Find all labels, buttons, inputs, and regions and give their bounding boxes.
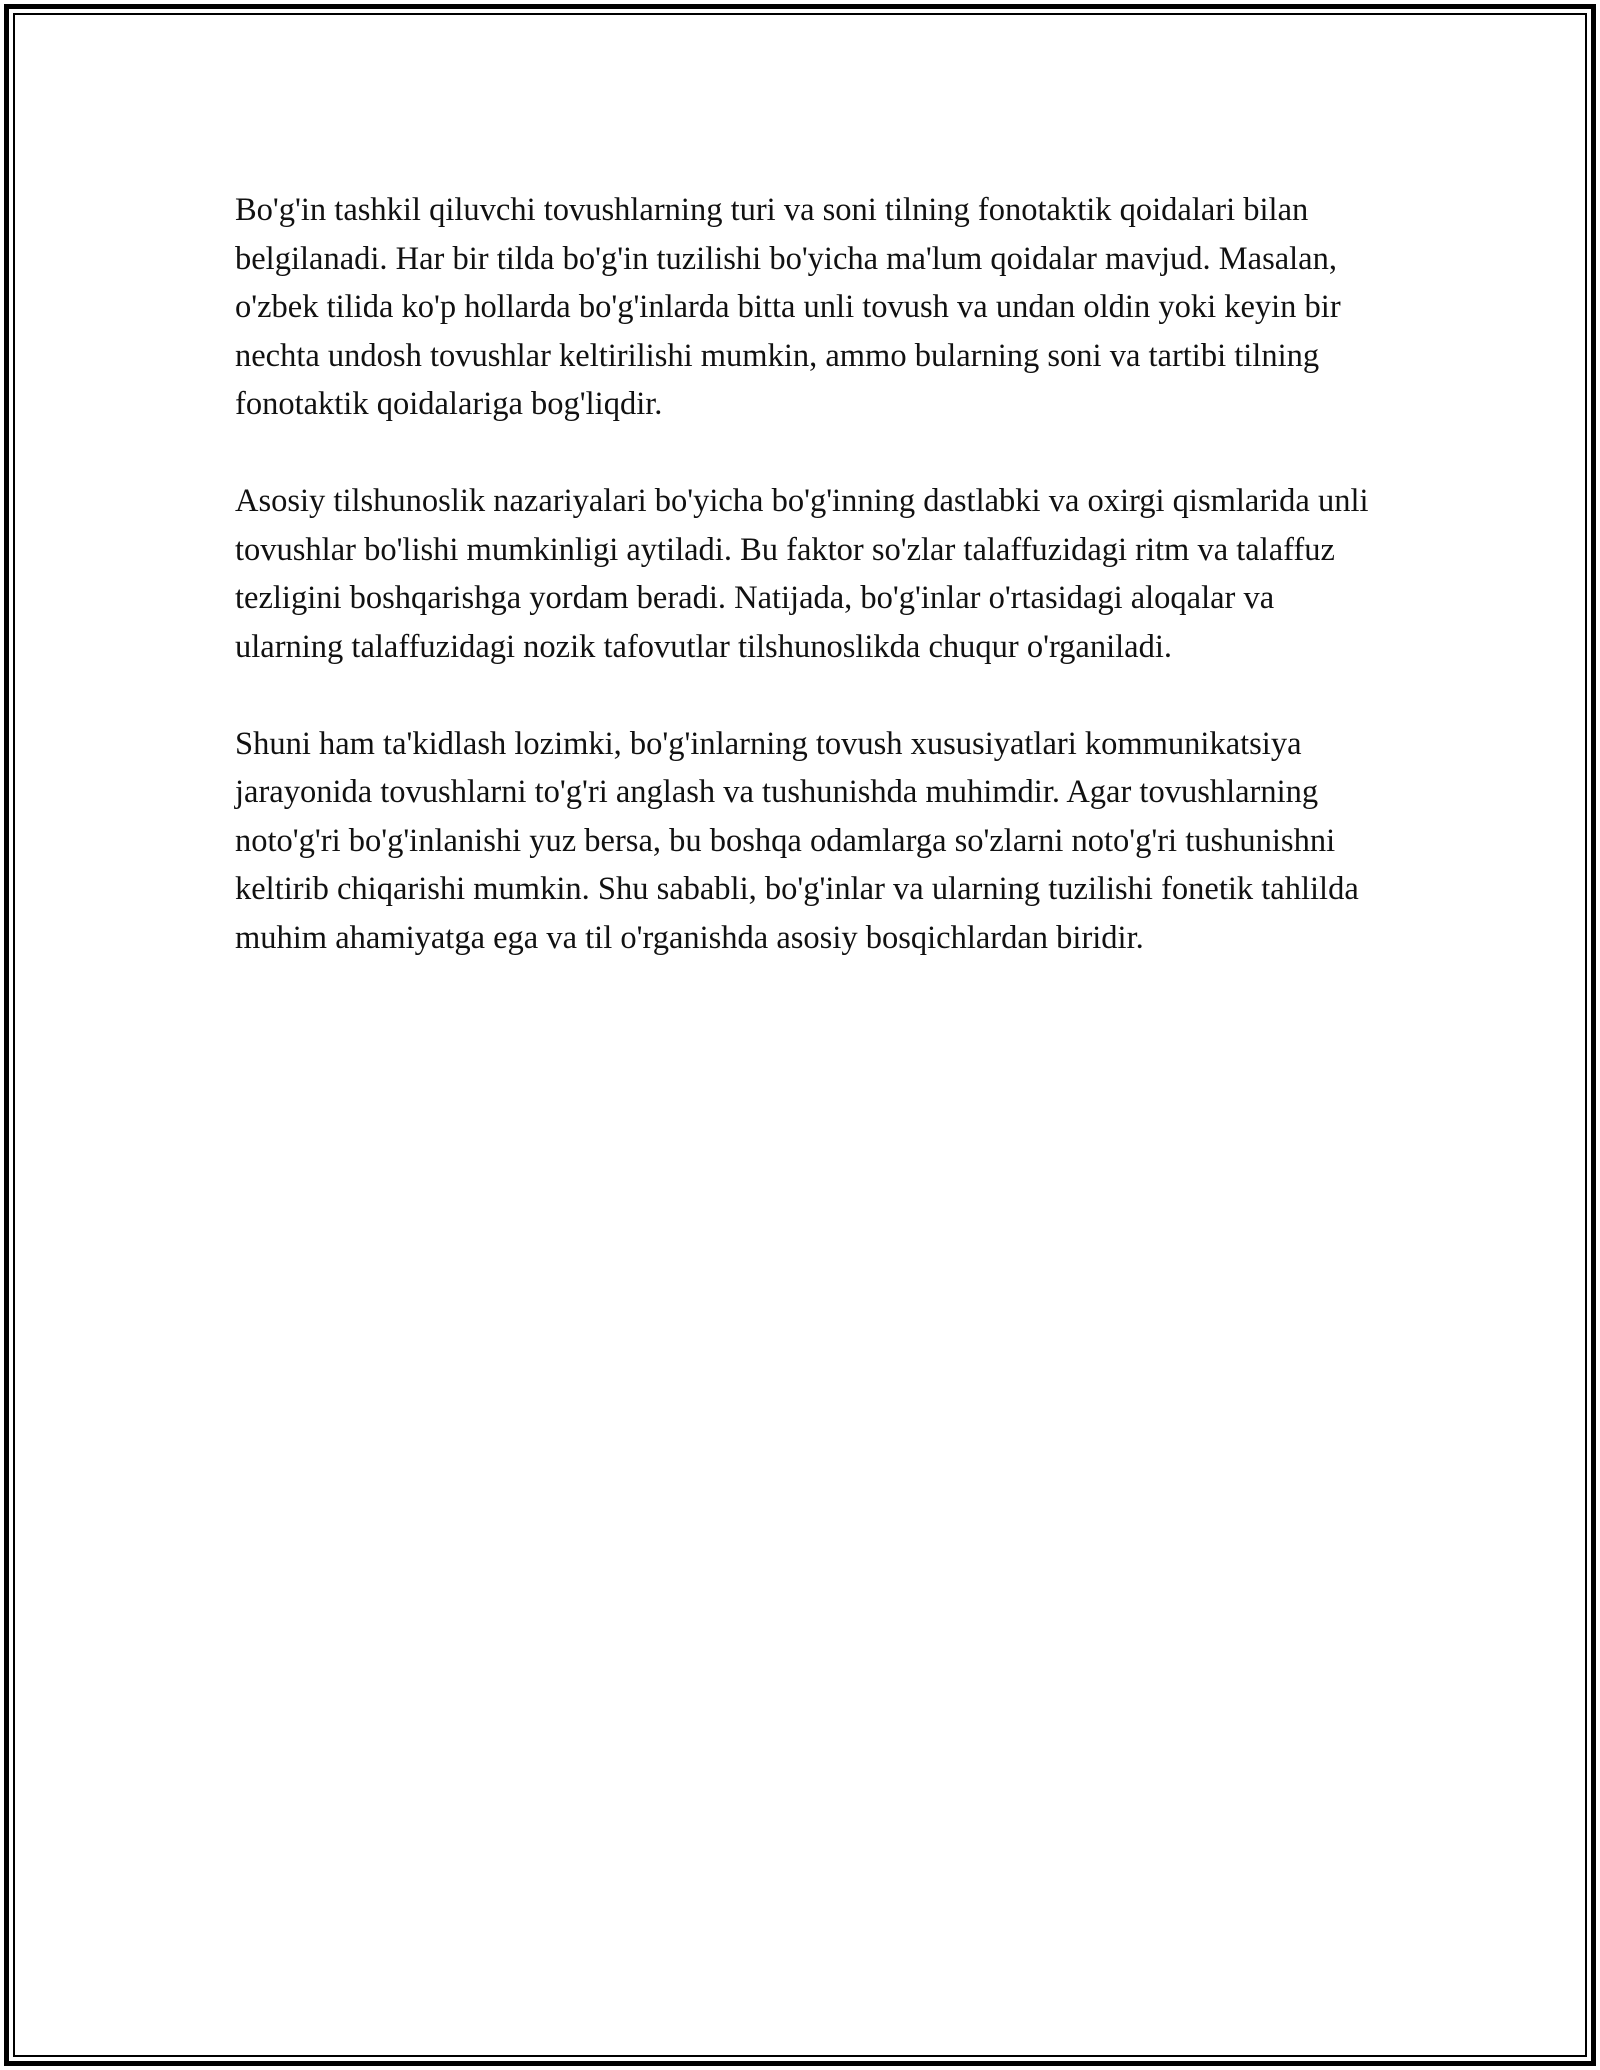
paragraph-3: Shuni ham ta'kidlash lozimki, bo'g'inlarning tovush xususiyatlari kommunikatsiya jarayonida tovushlarni to'g'ri anglash va tushunishda muhimdir. Agar tovushlarning noto'g'ri bo'g'inlanishi yuz bersa, bu boshqa odamlarga so'zlarni noto'g'ri tushunishni keltirib chiqarishi mumkin. Shu sababli, bo'g'inlar va ularning tuzilishi fonetik tahlilda muhim ahamiyatga ega va til o'rganishda asosiy bosqichlardan biridir. (235, 725, 1359, 956)
document-body (235, 186, 1375, 1011)
paragraph-2: Asosiy tilshunoslik nazariyalari bo'yicha bo'g'inning dastlabki va oxirgi qismlarida unli tovushlar bo'lishi mumkinligi aytiladi. Bu faktor so'zlar talaffuzidagi ritm va talaffuz tezligini boshqarishga yordam beradi. Natijada, bo'g'inlar o'rtasidagi aloqalar va ularning talaffuzidagi nozik tafovutlar tilshunoslikda chuqur o'rganiladi. (235, 483, 1369, 665)
paragraph-1: Bo'g'in tashkil qiluvchi tovushlarning turi va soni tilning fonotaktik qoidalari bilan belgilanadi. Har bir tilda bo'g'in tuzilishi bo'yicha ma'lum qoidalar mavjud. Masalan, o'zbek tilida ko'p hollarda bo'g'inlarda bitta unli tovush va undan oldin yoki keyin bir nechta undosh tovushlar keltirilishi mumkin, ammo bularning soni va tartibi tilning fonotaktik qoidalariga bog'liqdir. (235, 192, 1341, 422)
